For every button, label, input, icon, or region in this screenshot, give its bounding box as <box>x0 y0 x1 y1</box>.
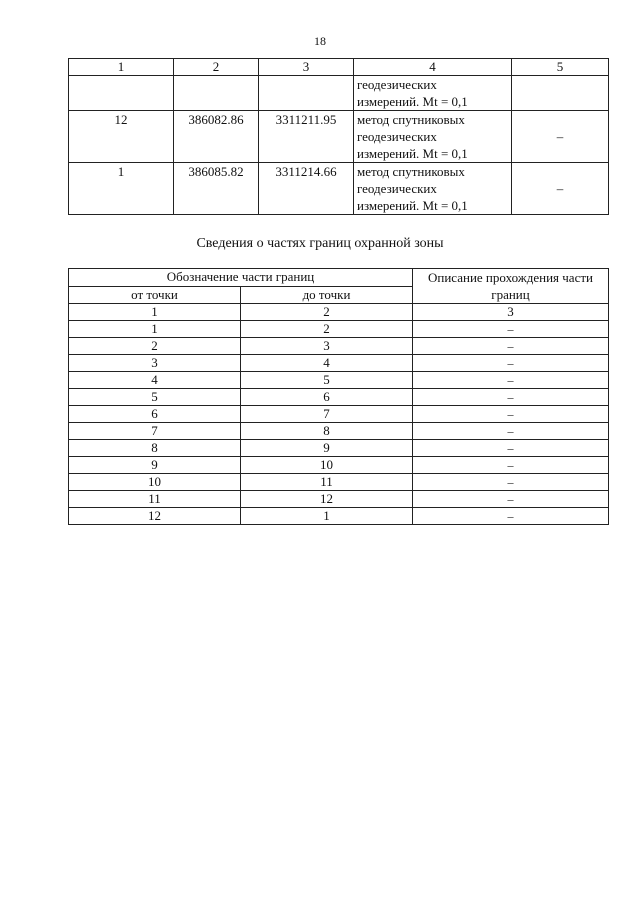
table-row <box>69 423 609 440</box>
to-point-cell: 1 <box>241 508 413 525</box>
parts-table-body <box>69 321 609 525</box>
table-row <box>69 321 609 338</box>
from-point-cell: 8 <box>69 440 241 457</box>
to-point-cell: 7 <box>241 406 413 423</box>
table-row <box>69 474 609 491</box>
header-boundary-description: Описание прохождения части границ <box>413 269 609 304</box>
from-point-cell: 11 <box>69 491 241 508</box>
from-point-cell: 6 <box>69 406 241 423</box>
point-cell: 1 <box>69 163 174 215</box>
from-point-cell: 3 <box>69 355 241 372</box>
table-row <box>69 457 609 474</box>
to-point-cell: 10 <box>241 457 413 474</box>
from-point-cell: 9 <box>69 457 241 474</box>
from-point-cell: 12 <box>69 508 241 525</box>
description-cell: – <box>413 491 609 508</box>
point-cell: 12 <box>69 111 174 163</box>
to-point-cell: 6 <box>241 389 413 406</box>
table-row <box>69 389 609 406</box>
from-point-cell: 4 <box>69 372 241 389</box>
description-cell: – <box>413 389 609 406</box>
description-cell: – <box>413 423 609 440</box>
y-coordinate-cell: 3311211.95 <box>259 111 354 163</box>
column-number-3: 3 <box>259 59 354 76</box>
y-coordinate-cell: 3311214.66 <box>259 163 354 215</box>
description-cell: – <box>413 372 609 389</box>
note-cell: – <box>512 111 609 163</box>
method-cell: геодезических измерений. Mt = 0,1 <box>354 76 512 111</box>
from-point-cell: 1 <box>69 321 241 338</box>
from-point-cell: 10 <box>69 474 241 491</box>
column-number-5: 5 <box>512 59 609 76</box>
table-row <box>69 406 609 423</box>
table-row <box>69 491 609 508</box>
coordinates-row <box>69 111 609 163</box>
y-coordinate-cell <box>259 76 354 111</box>
to-point-cell: 5 <box>241 372 413 389</box>
column-number-1: 1 <box>69 304 241 321</box>
to-point-cell: 12 <box>241 491 413 508</box>
to-point-cell: 2 <box>241 321 413 338</box>
description-cell: – <box>413 321 609 338</box>
from-point-cell: 7 <box>69 423 241 440</box>
description-cell: – <box>413 355 609 372</box>
table-row <box>69 338 609 355</box>
column-number-4: 4 <box>354 59 512 76</box>
header-boundary-part-designation: Обозначение части границ <box>69 269 413 287</box>
x-coordinate-cell: 386082.86 <box>174 111 259 163</box>
page-number: 18 <box>314 34 326 48</box>
note-cell: – <box>512 163 609 215</box>
method-cell: метод спутниковых геодезических измерений. Mt = 0,1 <box>354 163 512 215</box>
to-point-cell: 8 <box>241 423 413 440</box>
point-cell <box>69 76 174 111</box>
column-number-1: 1 <box>69 59 174 76</box>
from-point-cell: 5 <box>69 389 241 406</box>
to-point-cell: 11 <box>241 474 413 491</box>
coordinates-row <box>69 76 609 111</box>
description-cell: – <box>413 474 609 491</box>
header-from-point: от точки <box>69 286 241 304</box>
coordinates-header-row <box>69 59 609 76</box>
table-row <box>69 372 609 389</box>
to-point-cell: 3 <box>241 338 413 355</box>
coordinates-row <box>69 163 609 215</box>
x-coordinate-cell <box>174 76 259 111</box>
description-cell: – <box>413 406 609 423</box>
table-row <box>69 508 609 525</box>
coordinates-table <box>68 58 609 215</box>
from-point-cell: 2 <box>69 338 241 355</box>
parts-column-numbers-row <box>69 304 609 321</box>
description-cell: – <box>413 508 609 525</box>
column-number-2: 2 <box>241 304 413 321</box>
to-point-cell: 9 <box>241 440 413 457</box>
method-cell: метод спутниковых геодезических измерений. Mt = 0,1 <box>354 111 512 163</box>
note-cell <box>512 76 609 111</box>
parts-header-row <box>69 269 609 287</box>
description-cell: – <box>413 457 609 474</box>
column-number-2: 2 <box>174 59 259 76</box>
description-cell: – <box>413 440 609 457</box>
x-coordinate-cell: 386085.82 <box>174 163 259 215</box>
table-row <box>69 440 609 457</box>
table-row <box>69 355 609 372</box>
to-point-cell: 4 <box>241 355 413 372</box>
boundary-parts-table <box>68 268 609 525</box>
section-title: Сведения о частях границ охранной зоны <box>196 236 444 251</box>
header-to-point: до точки <box>241 286 413 304</box>
column-number-3: 3 <box>413 304 609 321</box>
description-cell: – <box>413 338 609 355</box>
